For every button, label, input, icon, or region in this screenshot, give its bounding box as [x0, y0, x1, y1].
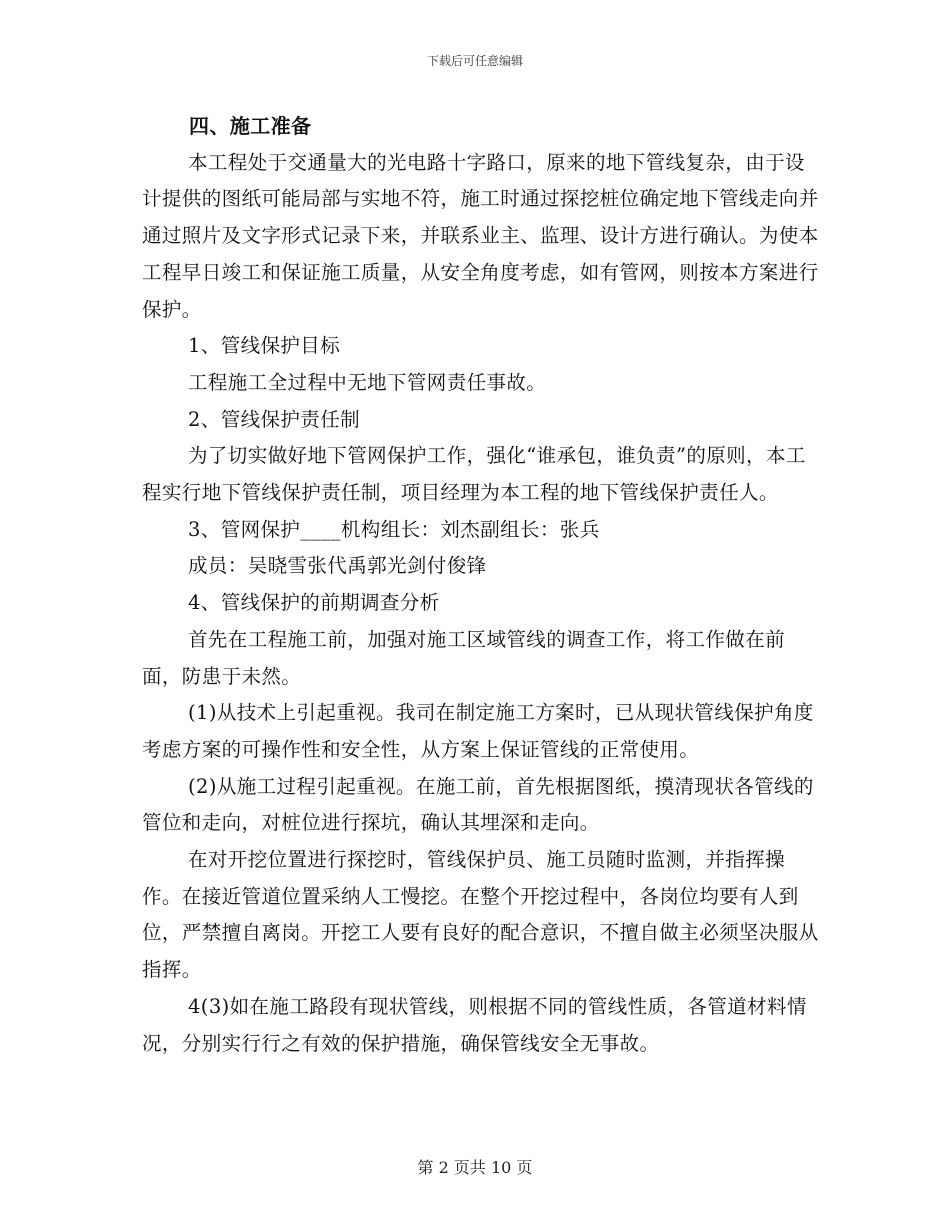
document-body: [142, 108, 822, 1062]
paragraph-8: 4(3)如在施工路段有现状管线，则根据不同的管线性质，各管道材料情况，分别实行行之有效的保护措施，确保管线安全无事故。: [142, 994, 807, 1055]
paragraph-intro: 本工程处于交通量大的光电路十字路口，原来的地下管线复杂，由于设计提供的图纸可能局部与实地不符，施工时通过探挖桩位确定地下管线走向并通过照片及文字形式记录下来，并联系业主、监理、设计方进行确认。为使本工程早日竣工和保证施工质量，从安全角度考虑，如有管网，则按本方案进行保护。: [142, 150, 819, 321]
subheading-4: 4、管线保护的前期调查分析: [188, 591, 440, 615]
paragraph-members: 成员：吴晓雪张代禹郭光剑付俊锋: [188, 554, 487, 578]
paragraph-2: 为了切实做好地下管网保护工作，强化“谁承包，谁负责”的原则，本工程实行地下管线保护责任制，项目经理为本工程的地下管线保护责任人。: [142, 444, 806, 505]
paragraph-1: 工程施工全过程中无地下管网责任事故。: [188, 370, 547, 394]
section-title: 四、施工准备: [189, 114, 312, 138]
paragraph-6: (2)从施工过程引起重视。在施工前，首先根据图纸，摸清现状各管线的管位和走向，对桩位进行探坑，确认其埋深和走向。: [142, 774, 814, 835]
subheading-1: 1、管线保护目标: [188, 334, 341, 358]
subheading-3: 3、管网保护____机构组长：刘杰副组长：张兵: [188, 517, 600, 541]
paragraph-4: 首先在工程施工前，加强对施工区域管线的调查工作，将工作做在前面，防患于未然。: [142, 627, 786, 688]
paragraph-7: 在对开挖位置进行探挖时，管线保护员、施工员随时监测，并指挥操作。在接近管道位置采纳人工慢挖。在整个开挖过程中，各岗位均要有人到位，严禁擅自离岗。开挖工人要有良好的配合意识，不擅自做主必须坚决服从指挥。: [142, 848, 819, 982]
page-footer: 第 2 页共 10 页: [417, 1158, 533, 1177]
paragraph-5: (1)从技术上引起重视。我司在制定施工方案时，已从现状管线保护角度考虑方案的可操作性和安全性，从方案上保证管线的正常使用。: [142, 701, 814, 761]
subheading-2: 2、管线保护责任制: [188, 407, 361, 431]
page-header: 下载后可任意编辑: [426, 54, 523, 68]
